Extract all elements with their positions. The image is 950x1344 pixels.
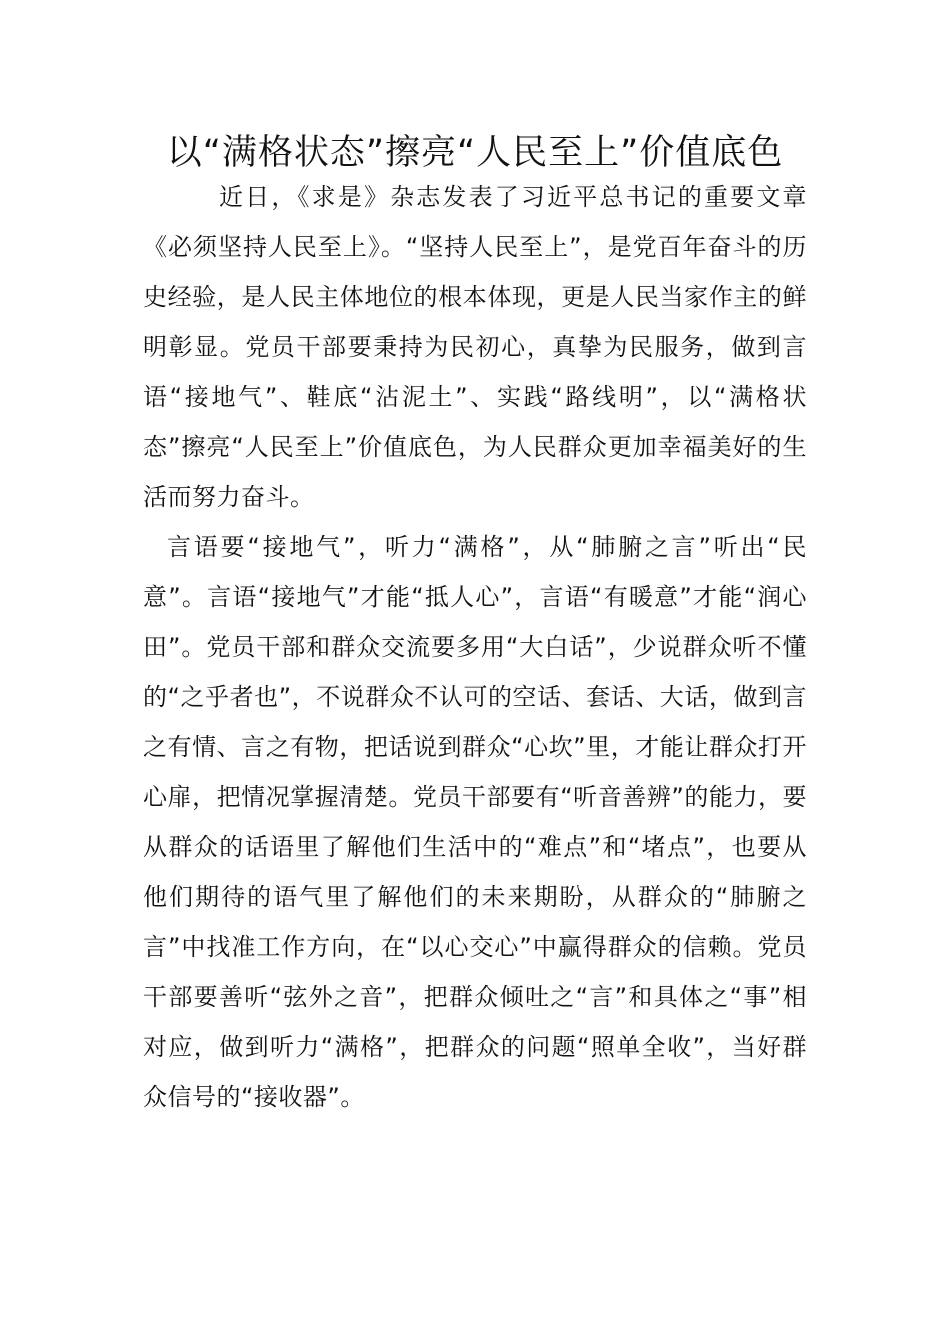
document-page <box>143 0 807 1344</box>
document-title: 以“满格状态”擦亮“人民至上”价值底色 <box>166 133 784 173</box>
paragraph-speech: 言语要“接地气”，听力“满格”，从“肺腑之言”听出“民意”。言语“接地气”才能“抵人心”，言语“有暖意”才能“润心田”。党员干部和群众交流要多用“大白话”，少说群众听不懂的“之乎者也”，不说群众不认可的空话、套话、大话，做到言之有情、言之有物，把话说到群众“心坎”里，才能让群众打开心扉，把情况掌握清楚。党员干部要有“听音善辨”的能力，要从群众的话语里了解他们生活中的“难点”和“堵点”，也要从他们期待的语气里了解他们的未来期盼，从群众的“肺腑之言”中找准工作方向，在“以心交心”中赢得群众的信赖。党员干部要善听“弦外之音”，把群众倾吐之“言”和具体之“事”相对应，做到听力“满格”，把群众的问题“照单全收”，当好群众信号的“接收器”。 <box>143 533 807 1111</box>
paragraph-intro: 近日，《求是》杂志发表了习近平总书记的重要文章《必须坚持人民至上》。“坚持人民至上”，是党百年奋斗的历史经验，是人民主体地位的根本体现，更是人民当家作主的鲜明彰显。党员干部要秉持为民初心，真挚为民服务，做到言语“接地气”、鞋底“沾泥土”、实践“路线明”，以“满格状态”擦亮“人民至上”价值底色，为人民群众更加幸福美好的生活而努力奋斗。 <box>143 183 807 511</box>
document-body <box>143 172 807 1122</box>
